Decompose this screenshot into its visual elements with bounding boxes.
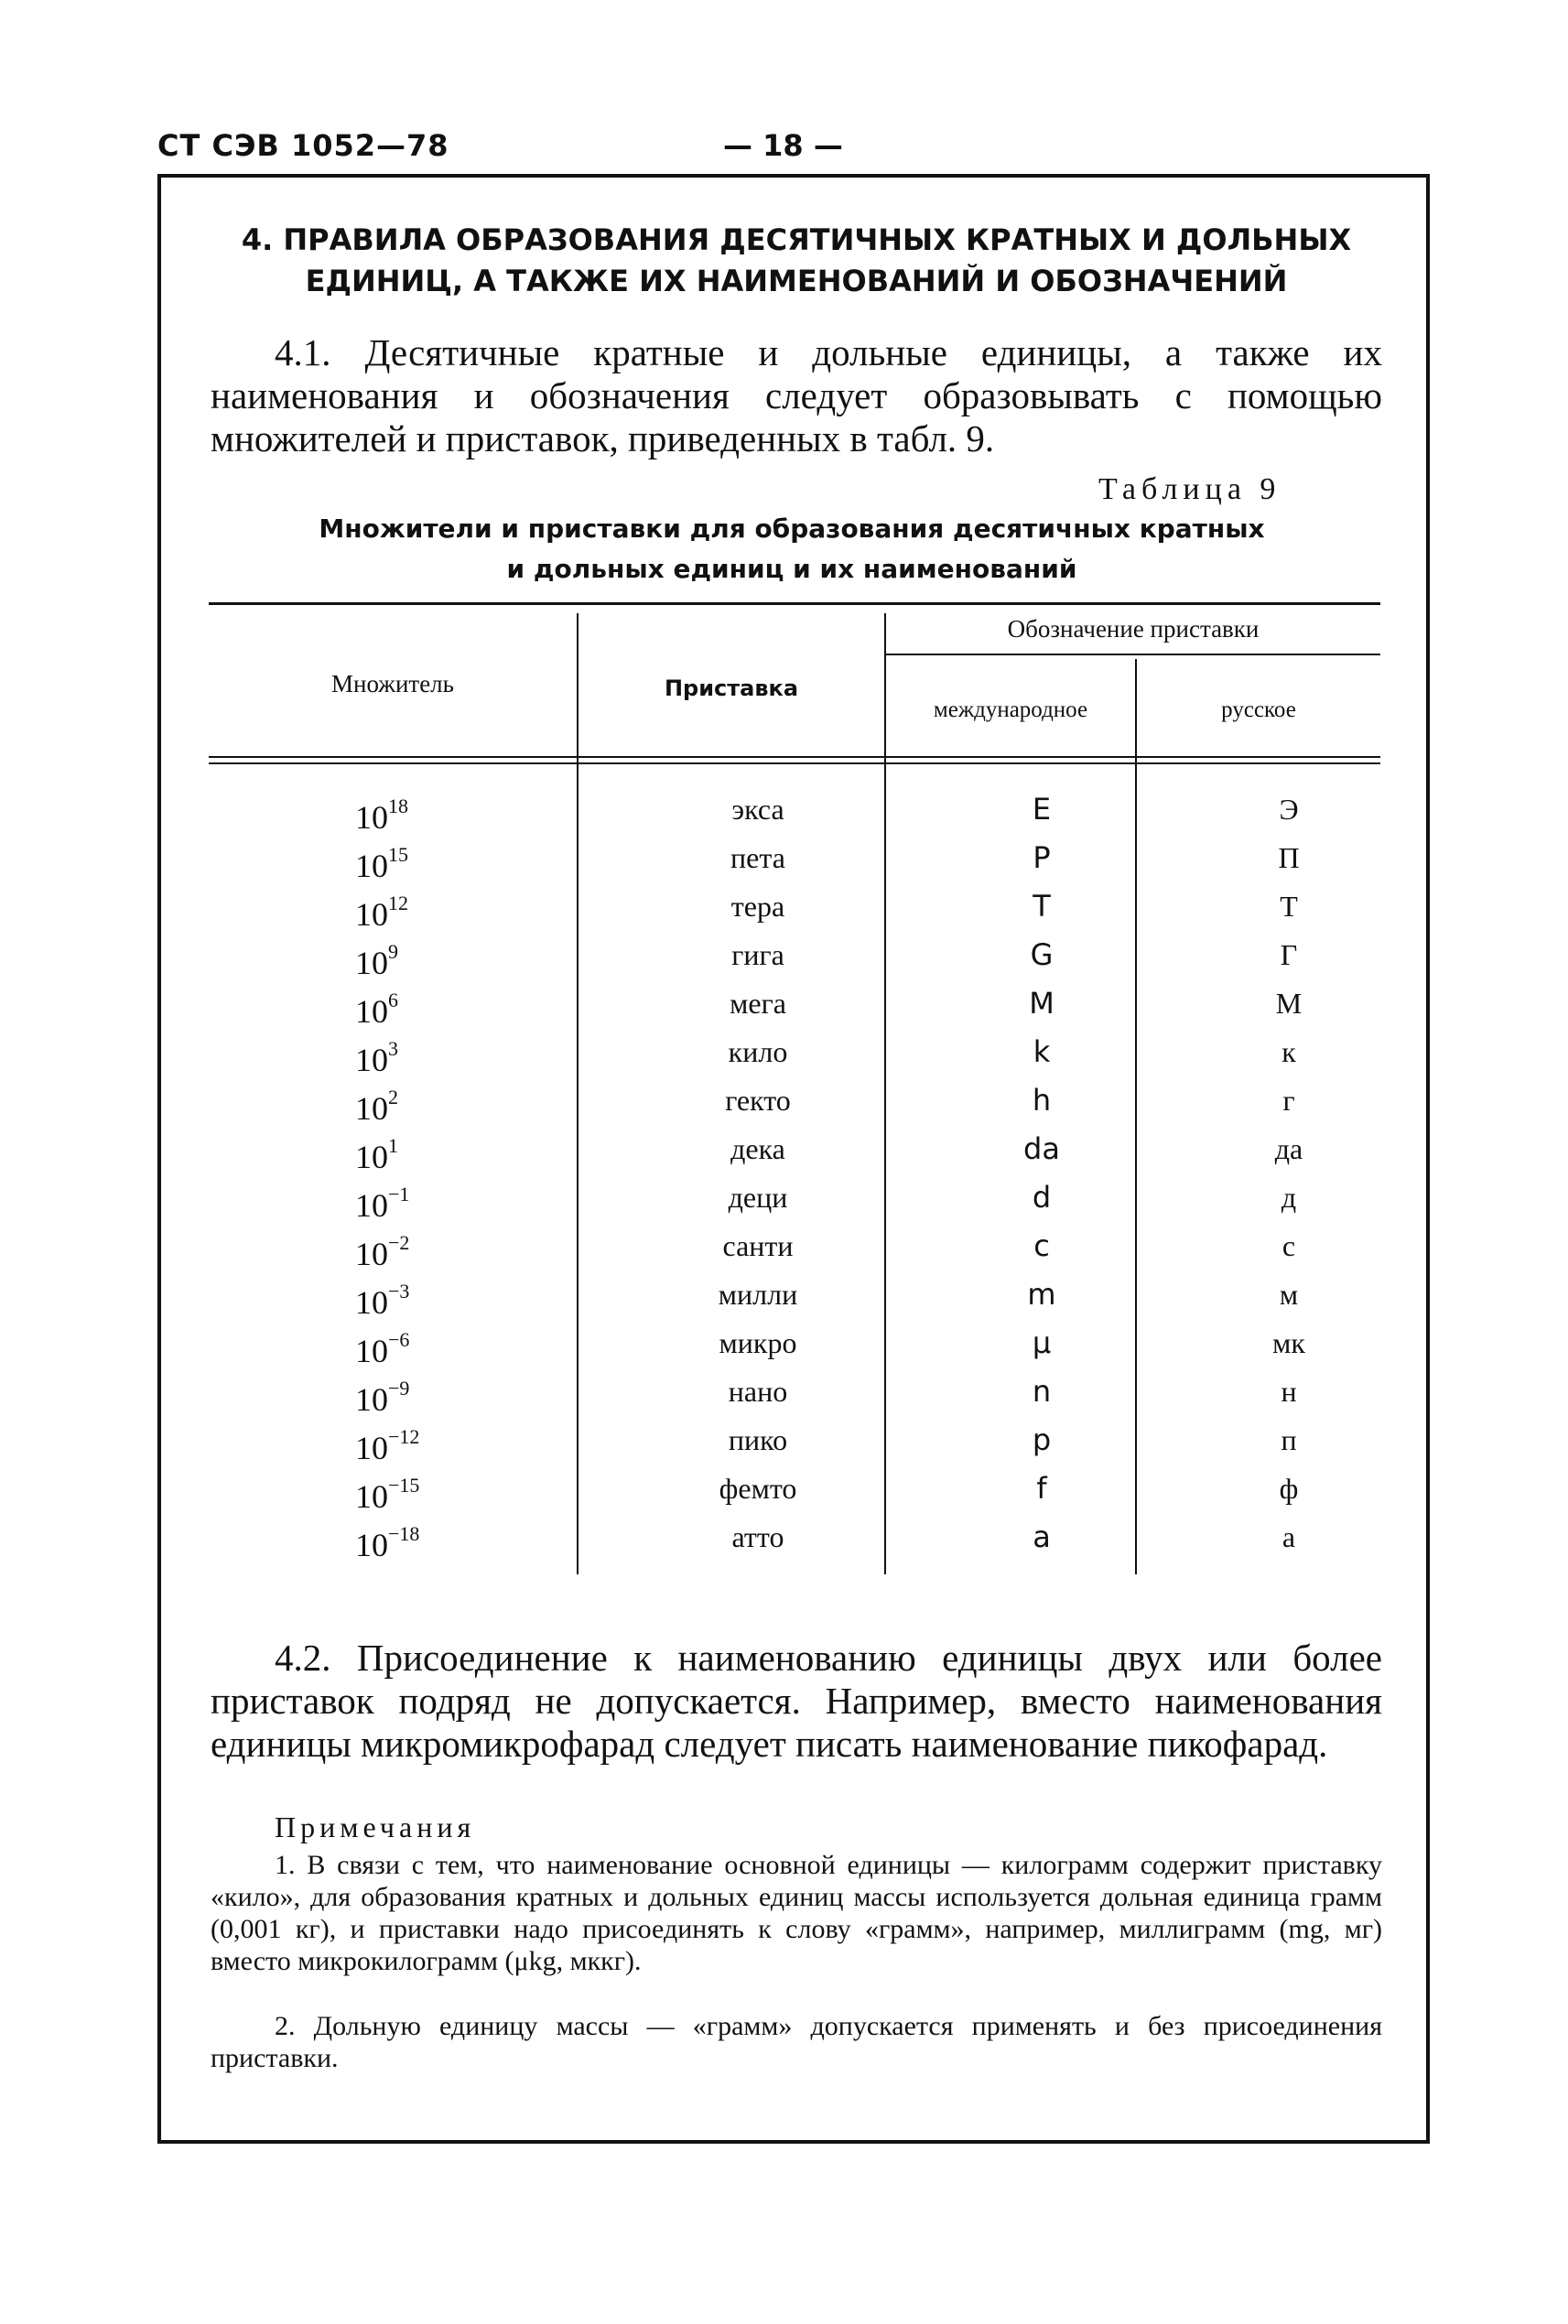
prefix-cell: пета	[730, 841, 785, 874]
prefix-cell: деци	[728, 1181, 788, 1214]
multiplier-exponent: 12	[388, 892, 408, 914]
multiplier-base: 10	[355, 848, 388, 884]
russian-symbol-cell: м	[1279, 1278, 1299, 1311]
international-symbol-cell: G	[1030, 937, 1054, 972]
table-row	[209, 1125, 1380, 1173]
prefix-cell: кило	[728, 1035, 788, 1068]
table-caption	[229, 509, 1355, 589]
multiplier-exponent: −2	[388, 1231, 410, 1254]
header-designation: Обозначение приставки	[1007, 615, 1260, 643]
multiplier-base: 10	[355, 1236, 388, 1272]
table-row	[209, 834, 1380, 882]
russian-symbol-cell: Т	[1280, 890, 1298, 923]
table-row	[209, 1076, 1380, 1125]
table-top-rule	[209, 602, 1380, 605]
prefix-cell: микро	[719, 1326, 797, 1359]
page-number: — 18 —	[723, 128, 843, 163]
russian-symbol-cell: мк	[1272, 1326, 1305, 1359]
multiplier-exponent: −6	[388, 1328, 410, 1351]
table-row	[209, 1465, 1380, 1513]
multiplier-base: 10	[355, 799, 388, 836]
multiplier-exponent: 9	[388, 940, 398, 963]
multiplier-base: 10	[355, 993, 388, 1030]
table-caption-line1: Множители и приставки для образования десятичных кратных	[319, 513, 1265, 544]
note-2-text: 2. Дольную единицу массы — «грамм» допускается применять и без присоединения приставки.	[211, 2011, 1382, 2073]
international-symbol-cell: T	[1033, 889, 1051, 924]
russian-symbol-cell: н	[1281, 1375, 1297, 1408]
multiplier-exponent: 3	[388, 1037, 398, 1060]
prefix-cell: гига	[731, 938, 784, 971]
multiplier-exponent: 1	[388, 1134, 398, 1157]
section-title-line2: ЕДИНИЦ, А ТАКЖЕ ИХ НАИМЕНОВАНИЙ И ОБОЗНАЧЕНИЙ	[305, 264, 1288, 298]
international-symbol-cell: n	[1032, 1374, 1052, 1409]
russian-symbol-cell: а	[1281, 1520, 1296, 1553]
table-row	[209, 931, 1380, 979]
multiplier-exponent: −1	[388, 1183, 410, 1205]
multiplier-exponent: −15	[388, 1474, 420, 1497]
table-row	[209, 1173, 1380, 1222]
prefix-cell: санти	[722, 1229, 794, 1262]
multiplier-exponent: 6	[388, 989, 398, 1011]
multiplier-exponent: −9	[388, 1377, 410, 1400]
table-row	[209, 785, 1380, 834]
prefix-cell: милли	[718, 1278, 798, 1311]
international-symbol-cell: a	[1033, 1519, 1051, 1554]
table-caption-line2: и дольных единиц и их наименований	[506, 554, 1077, 584]
multiplier-base: 10	[355, 1284, 388, 1321]
prefix-cell: фемто	[719, 1472, 797, 1505]
table-number: Таблица 9	[1098, 472, 1281, 506]
russian-symbol-cell: ф	[1279, 1472, 1299, 1505]
international-symbol-cell: P	[1033, 840, 1051, 875]
multiplier-base: 10	[355, 1187, 388, 1224]
russian-symbol-cell: д	[1281, 1181, 1297, 1214]
international-symbol-cell: h	[1032, 1083, 1052, 1118]
standard-code: СТ СЭВ 1052—78	[157, 128, 449, 163]
prefix-cell: тера	[730, 890, 785, 923]
international-symbol-cell: da	[1023, 1131, 1060, 1166]
multiplier-base: 10	[355, 1381, 388, 1418]
section-title	[183, 220, 1410, 302]
international-symbol-cell: μ	[1032, 1325, 1052, 1360]
multiplier-base: 10	[355, 1139, 388, 1175]
prefix-cell: пико	[728, 1423, 788, 1456]
multiplier-base: 10	[355, 1042, 388, 1078]
russian-symbol-cell: да	[1274, 1132, 1303, 1165]
multiplier-base: 10	[355, 1090, 388, 1127]
multiplier-base: 10	[355, 1430, 388, 1466]
multiplier-base: 10	[355, 896, 388, 933]
paragraph-4-2-text: 4.2. Присоединение к наименованию единицы двух или более приставок подряд не допускается. Например, вместо наименования единицы микромикрофарад следует писать наименование пикофарад.	[211, 1637, 1382, 1765]
multiplier-exponent: 18	[388, 794, 408, 817]
note-1-text: 1. В связи с тем, что наименование основной единицы — килограмм содержит приставку «кило», для образования кратных и дольных единиц массы используется дольная единица грамм (0,001 кг), и приставки надо присоединять к слову «грамм», например, миллиграмм (mg, мг) вместо микрокилограмм (μkg, мккг).	[211, 1850, 1382, 1976]
multiplier-exponent: −12	[388, 1425, 420, 1448]
russian-symbol-cell: г	[1282, 1084, 1295, 1117]
international-symbol-cell: k	[1033, 1034, 1051, 1069]
table-row	[209, 1513, 1380, 1562]
note-2	[211, 2010, 1382, 2074]
multiplier-cell	[355, 1513, 538, 1570]
header-sub-rule	[884, 654, 1380, 655]
international-symbol-cell: E	[1032, 792, 1052, 827]
notes-heading: Примечания	[275, 1811, 476, 1843]
prefix-cell: экса	[731, 793, 784, 826]
prefix-cell: дека	[730, 1132, 785, 1165]
multiplier-base: 10	[355, 1478, 388, 1515]
international-symbol-cell: M	[1029, 986, 1054, 1021]
section-title-line1: 4. ПРАВИЛА ОБРАЗОВАНИЯ ДЕСЯТИЧНЫХ КРАТНЫХ И ДОЛЬНЫХ	[241, 222, 1352, 257]
paragraph-4-1	[211, 331, 1382, 460]
table-row	[209, 1270, 1380, 1319]
multiplier-exponent: −18	[388, 1522, 420, 1545]
multiplier-exponent: 2	[388, 1086, 398, 1108]
header-bottom-rule-2	[209, 762, 1380, 764]
multiplier-base: 10	[355, 945, 388, 981]
header-multiplier: Множитель	[331, 670, 454, 697]
paragraph-4-2	[211, 1637, 1382, 1766]
table-row	[209, 1222, 1380, 1270]
paragraph-4-1-text: 4.1. Десятичные кратные и дольные единицы, а также их наименования и обозначения следует образовывать с помощью множителей и приставок, приведенных в табл. 9.	[211, 331, 1382, 459]
russian-symbol-cell: к	[1281, 1035, 1296, 1068]
prefix-cell: гекто	[725, 1084, 791, 1117]
international-symbol-cell: f	[1036, 1471, 1047, 1506]
prefix-cell: атто	[731, 1520, 784, 1553]
international-symbol-cell: p	[1032, 1422, 1052, 1457]
multiplier-exponent: −3	[388, 1280, 410, 1303]
russian-symbol-cell: Г	[1280, 938, 1298, 971]
table-row	[209, 1028, 1380, 1076]
international-symbol-cell: m	[1027, 1277, 1056, 1312]
table-row	[209, 979, 1380, 1028]
prefix-cell: нано	[728, 1375, 788, 1408]
note-1	[211, 1849, 1382, 1977]
table-row	[209, 882, 1380, 931]
russian-symbol-cell: Э	[1279, 793, 1299, 826]
russian-symbol-cell: с	[1281, 1229, 1296, 1262]
international-symbol-cell: d	[1032, 1180, 1052, 1215]
header-russian: русское	[1221, 697, 1296, 722]
prefix-cell: мега	[730, 987, 786, 1020]
international-symbol-cell: c	[1033, 1228, 1050, 1263]
header-prefix: Приставка	[664, 676, 799, 701]
table-row	[209, 1319, 1380, 1367]
multiplier-exponent: 15	[388, 843, 408, 866]
russian-symbol-cell: п	[1281, 1423, 1297, 1456]
header-international: международное	[933, 697, 1088, 722]
russian-symbol-cell: П	[1278, 841, 1300, 874]
multiplier-base: 10	[355, 1333, 388, 1369]
table-row	[209, 1367, 1380, 1416]
header-bottom-rule-1	[209, 756, 1380, 758]
table-row	[209, 1416, 1380, 1465]
russian-symbol-cell: М	[1275, 987, 1303, 1020]
multiplier-base: 10	[355, 1527, 388, 1563]
